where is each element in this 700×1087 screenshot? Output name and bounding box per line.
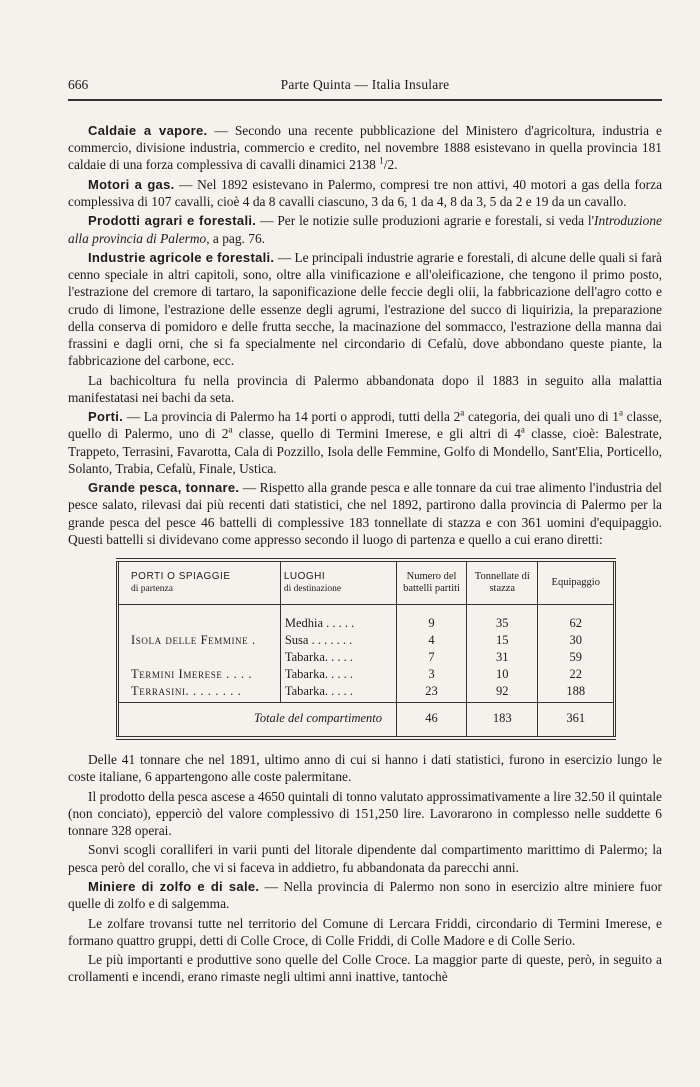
table-row: Isola delle Femmine . Susa . . . . . . . 4 15 30	[118, 632, 615, 649]
data-table	[116, 562, 616, 736]
fishing-boats-table	[116, 558, 616, 740]
paragraph-porti: Porti. — La provincia di Palermo ha 14 porti o approdi, tutti della 2$^a$ categoria, dei quali uno di 1$^a$ classe, quello di Palermo, uno di 2$^a$ classe, quello di Termini Imerese, e gli altri di 4$^a$ classe, cioè: Balestrate, Trappeto, Terrasini, Favarotta, Cala di Pozzillo, Isola delle Femmine, Golfo di Mondello, Sant'Elia, Porticello, Solanto, Trabia, Cefalù, Finale, Ustica.	[68, 407, 662, 476]
header-rule	[68, 99, 662, 101]
paragraph-caldaie: Caldaie a vapore. — Secondo una recente pubblicazione del Ministero d'agricoltura, industria e commercio, divisione industria, commercio e credito, nel novembre 1888 esistevano in quella provincia 181 caldaie di una forza complessiva di cavalli dinamici 2138 $^1$/2.	[68, 123, 662, 173]
table-row: Terrasini. . . . . . . . Tabarka. . . . . 23 92 188	[118, 683, 615, 703]
paragraph-zolfare: Le zolfare trovansi tutte nel territorio del Comune di Lercara Friddi, circondario di Termini Imerese, e formano quattro gruppi, detti di Colle Croce, di Colle Friddi, di Colle Madore e di Colle Serio.	[68, 915, 662, 948]
paragraph-bachicoltura: La bachicoltura fu nella provincia di Palermo abbandonata dopo il 1883 in seguito alla malattia manifestatasi nei bachi da seta.	[68, 372, 662, 405]
col-header-destination: LUOGHI di destinazione	[280, 562, 396, 605]
col-header-crew: Equipaggio	[538, 562, 615, 605]
total-tonnage: 183	[467, 703, 538, 737]
running-title: Parte Quinta — Italia Insulare	[280, 77, 450, 92]
section-heading: Grande pesca, tonnare.	[88, 480, 240, 496]
section-heading: Miniere di zolfo e di sale.	[88, 878, 260, 894]
paragraph-corallo: Sonvi scogli coralliferi in varii punti del litorale dipendente dal compartimento marittimo di Palermo; la pesca però del corallo, che vi si faceva in addietro, fu abbandonata da parecchi anni.	[68, 842, 662, 875]
paragraph-motori: Motori a gas. — Nel 1892 esistevano in Palermo, compresi tre non attivi, 40 motori a gas della forza complessiva di 107 cavalli, cioè 4 da 8 cavalli ciascuno, 3 da 6, 1 da 4, 8 da 3, 5 da 2 e 19 da un cavallo.	[68, 176, 663, 209]
paragraph-miniere: Miniere di zolfo e di sale. — Nella provincia di Palermo non sono in esercizio altre miniere fuor quelle di zolfo e di salgemma.	[68, 878, 662, 912]
section-heading: Prodotti agrari e forestali.	[88, 213, 257, 229]
total-boats: 46	[397, 703, 467, 737]
total-label: Totale del compartimento	[118, 703, 397, 737]
table-total-row	[118, 703, 615, 737]
paragraph-colle-croce: Le più importanti e produttive sono quelle del Colle Croce. La maggior parte di queste, però, in seguito a crollamenti e incendi, erano rimaste negli ultimi anni inattive, tantochè	[68, 952, 662, 985]
table-row: Termini Imerese . . . . Tabarka. . . . . 3 10 22	[118, 666, 615, 683]
paragraph-industrie: Industrie agricole e forestali. — Le principali industrie agrarie e forestali, di alcune delle quali si farà cenno speciale in altri capitoli, sono, oltre alla vinificazione e all'oleificazione, che tengono il primo posto, l'estrazione del cremore di tartaro, la saponificazione delle feccie degli olii, la fabbricazione dell'agro cotto e crudo di limone, l'estrazione delle essenze degli agrumi, l'estrazione del succo di liquirizia, la preparazione della conserva di pomidoro e delle frutta secche, la macinazione del sommacco, l'estrazione della manna dai frassini e dagli orni, che si fa specialmente nel circondario di Cefalù, dove abbondano queste piante, la fabbricazione del carbone, ecc.	[68, 249, 662, 369]
paragraph-tonnare: Delle 41 tonnare che nel 1891, ultimo anno di cui si hanno i dati statistici, furono in esercizio lungo le coste italiane, 6 appartengono alle coste palermitane.	[68, 752, 662, 785]
page-number: 666	[68, 77, 89, 92]
table-row: Medhia . . . . . 9 35 62	[118, 605, 615, 633]
paragraph-prodotti: Prodotti agrari e forestali. — Per le notizie sulle produzioni agrarie e forestali, si veda l'Introduzione alla provincia di Palermo, a pag. 76.	[68, 213, 662, 246]
col-header-tonnage: Tonnellate di stazza	[467, 562, 538, 605]
col-header-ports: PORTI O SPIAGGIE di partenza	[118, 562, 281, 605]
section-heading: Porti.	[88, 409, 124, 425]
section-heading: Motori a gas.	[88, 176, 175, 192]
table-bottom-rule	[116, 736, 616, 740]
total-crew: 361	[538, 703, 615, 737]
section-heading: Industrie agricole e forestali.	[88, 249, 275, 265]
page-header	[68, 76, 662, 94]
page-body	[68, 122, 662, 988]
table-header-row	[118, 562, 615, 605]
section-heading: Caldaie a vapore.	[88, 123, 208, 138]
table-row: Tabarka. . . . . 7 31 59	[118, 649, 615, 666]
paragraph-prodotto: Il prodotto della pesca ascese a 4650 quintali di tonno valutato approssimativamente a lire 32.50 il quintale (non conciato), epperciò del valore complessivo di 151,250 lire. Lavorarono in complesso nelle suddette 6 tonnare 328 operai.	[68, 788, 662, 838]
col-header-boats: Numero del battelli partiti	[397, 562, 467, 605]
paragraph-pesca: Grande pesca, tonnare. — Rispetto alla grande pesca e alle tonnare da cui trae alimento l'industria del pesce salato, rilevasi dai più recenti dati statistici, che nel 1892, partirono dalla provincia di Palermo per la grande pesca del pesce 46 battelli di complessive 183 tonnellate di stazza e con 361 uomini d'equipaggio. Questi battelli si dividevano come appresso secondo il luogo di partenza e quello a cui erano diretti:	[68, 480, 662, 547]
